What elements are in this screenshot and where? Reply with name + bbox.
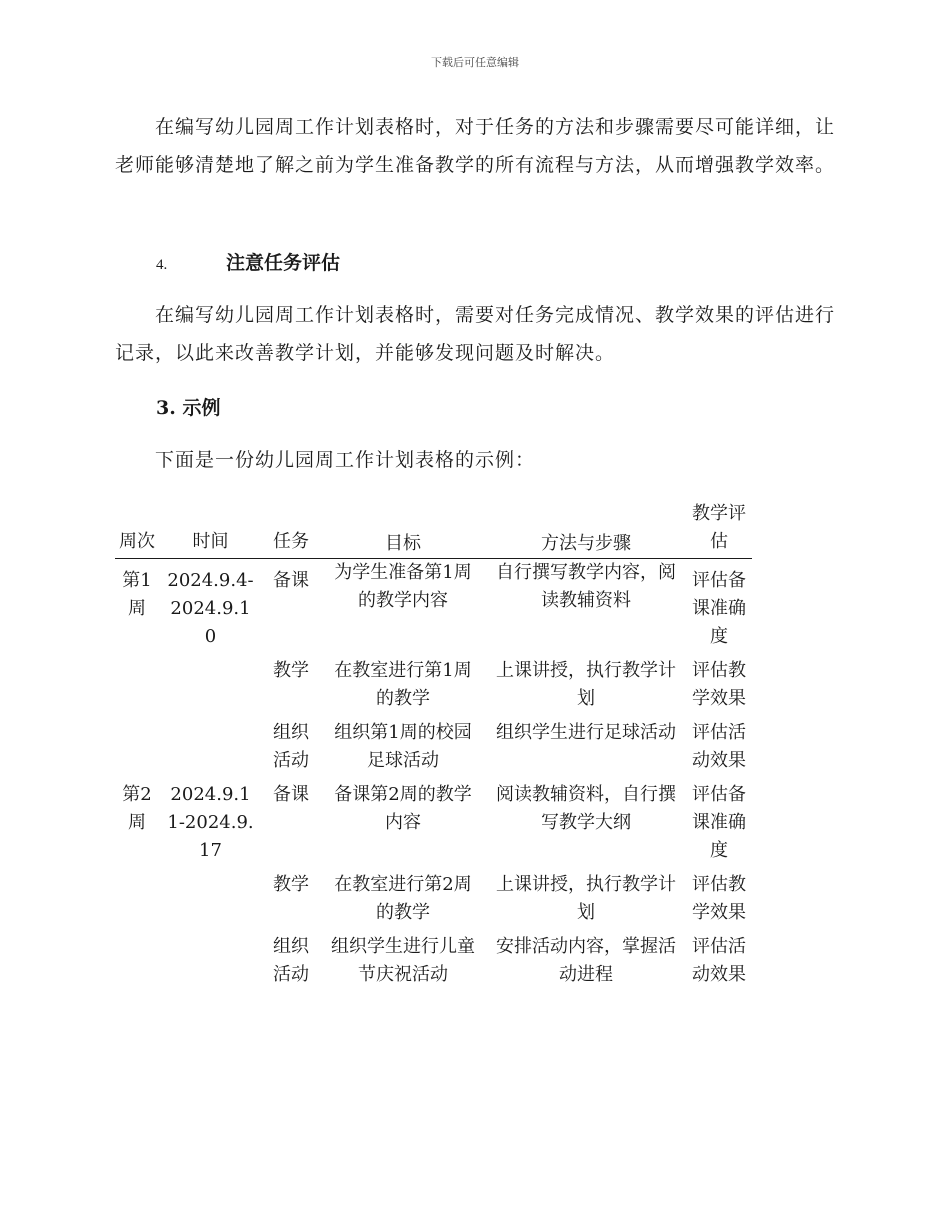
cell-time: [159, 933, 262, 995]
header-week: 周次: [119, 531, 155, 552]
cell-goal: 组织第1周的校园足球活动: [334, 722, 472, 771]
table-header-row: [115, 500, 752, 559]
cell-method: 上课讲授，执行教学计划: [496, 660, 676, 709]
cell-week: [115, 719, 159, 781]
header-eval: 教学评估: [692, 503, 746, 552]
cell-goal: 备课第2周的教学内容: [334, 784, 472, 833]
table-row: [115, 933, 752, 995]
cell-eval: 评估教学效果: [692, 874, 746, 923]
cell-time: [159, 719, 262, 781]
cell-week: [115, 657, 159, 719]
header-goal: 目标: [385, 533, 421, 554]
cell-method: 上课讲授，执行教学计划: [496, 874, 676, 923]
cell-eval: 评估教学效果: [692, 660, 746, 709]
weekly-plan-table: [115, 500, 752, 995]
cell-time: 2024.9.11-2024.9.17: [167, 784, 254, 861]
header-time: 时间: [192, 531, 229, 552]
cell-method: 阅读教辅资料，自行撰写教学大纲: [496, 784, 676, 833]
page-header: 下载后可任意编辑: [431, 56, 519, 69]
table-row: [115, 871, 752, 933]
cell-method: 安排活动内容，掌握活动进程: [496, 936, 676, 985]
section-heading-example: 3. 示例: [156, 397, 221, 419]
table-row: [115, 781, 752, 871]
cell-goal: 在教室进行第2周的教学: [334, 874, 472, 923]
cell-goal: 在教室进行第1周的教学: [334, 660, 472, 709]
cell-week: 第1周: [122, 570, 152, 619]
cell-task: 组织活动: [273, 722, 309, 771]
cell-method: 自行撰写教学内容，阅读教辅资料: [496, 562, 676, 611]
table-row: [115, 719, 752, 781]
paragraph-method-steps: 在编写幼儿园周工作计划表格时，对于任务的方法和步骤需要尽可能详细，让老师能够清楚地了解之前为学生准备教学的所有流程与方法，从而增强教学效率。: [115, 116, 836, 176]
cell-task: 备课: [273, 784, 309, 805]
cell-eval: 评估备课准确度: [692, 570, 746, 647]
cell-goal: 组织学生进行儿童节庆祝活动: [331, 936, 475, 985]
cell-time: 2024.9.4-2024.9.10: [167, 570, 254, 647]
cell-week: [115, 871, 159, 933]
cell-eval: 评估备课准确度: [692, 784, 746, 861]
cell-time: [159, 871, 262, 933]
cell-eval: 评估活动效果: [692, 722, 746, 771]
table-row: [115, 657, 752, 719]
cell-week: 第2周: [122, 784, 152, 833]
cell-goal: 为学生准备第1周的教学内容: [334, 562, 472, 611]
section-heading-evaluation: [156, 248, 340, 275]
header-method: 方法与步骤: [541, 533, 631, 554]
paragraph-example-intro: 下面是一份幼儿园周工作计划表格的示例：: [155, 449, 536, 471]
cell-week: [115, 933, 159, 995]
section-number: 4.: [156, 257, 168, 273]
cell-method: 组织学生进行足球活动: [496, 722, 676, 743]
cell-task: 备课: [273, 570, 309, 591]
cell-eval: 评估活动效果: [692, 936, 746, 985]
cell-task: 教学: [273, 660, 309, 681]
section-title: 注意任务评估: [226, 252, 341, 274]
table-row: [115, 559, 752, 658]
cell-task: 组织活动: [273, 936, 309, 985]
cell-time: [159, 657, 262, 719]
paragraph-evaluation: 在编写幼儿园周工作计划表格时，需要对任务完成情况、教学效果的评估进行记录，以此来改善教学计划，并能够发现问题及时解决。: [115, 304, 836, 364]
cell-task: 教学: [273, 874, 309, 895]
header-task: 任务: [273, 531, 309, 552]
